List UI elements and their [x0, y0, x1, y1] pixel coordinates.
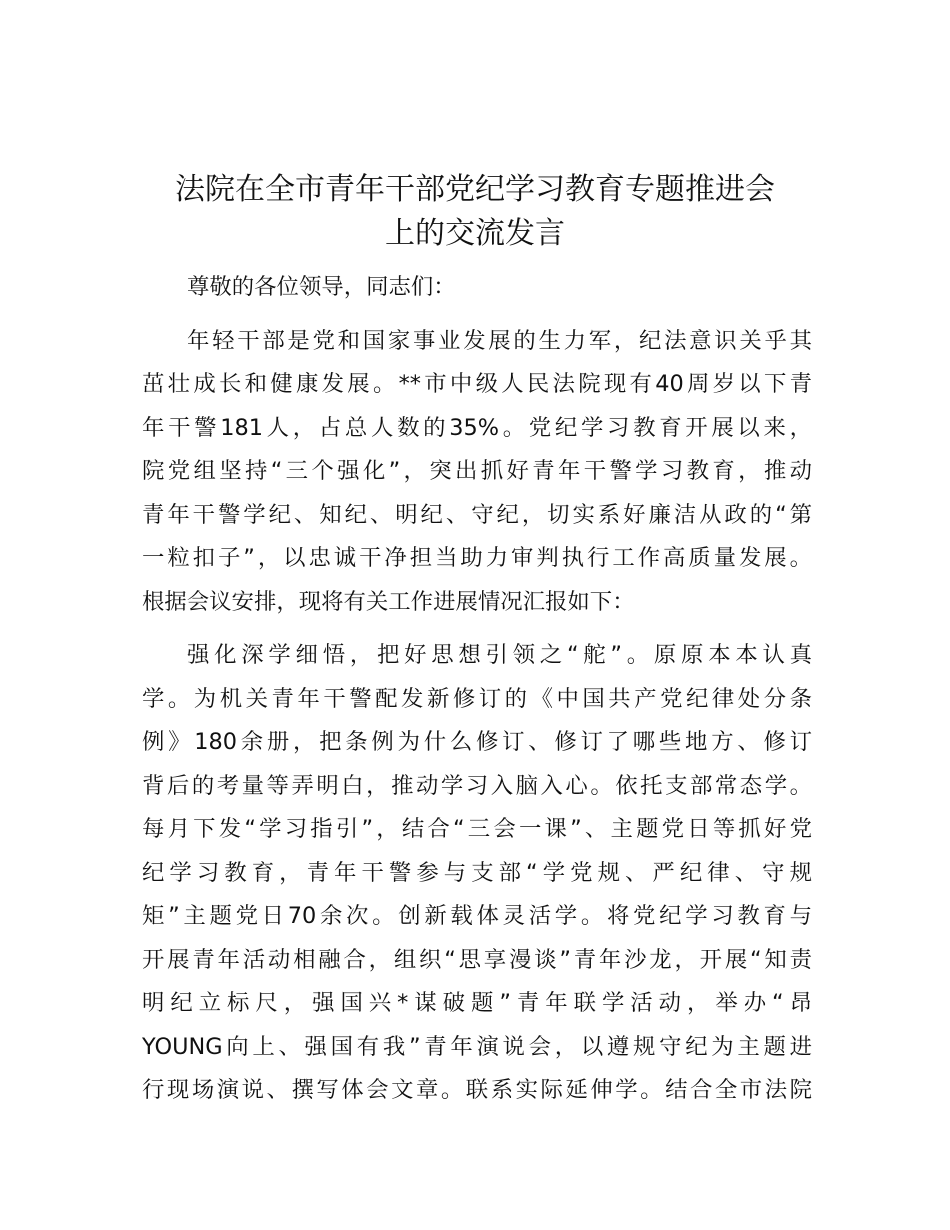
paragraph-line: 茁壮成长和健康发展。**市中级人民法院现有40周岁以下青	[142, 371, 812, 397]
paragraph-line: 背后的考量等弄明白，推动学习入脑入心。依托支部常态学。	[142, 772, 812, 799]
paragraph-line: 矩”主题党日70余次。创新载体灵活学。将党纪学习教育与	[142, 903, 812, 929]
paragraph-line: 尊敬的各位领导，同志们：	[187, 274, 456, 300]
paragraph-line: 院党组坚持“三个强化”，突出抓好青年干警学习教育，推动	[142, 458, 812, 484]
paragraph-line: 强化深学细悟，把好思想引领之“舵”。原原本本认真	[187, 642, 812, 668]
document-body	[142, 266, 812, 1113]
paragraph-line: 年干警181人，占总人数的35%。党纪学习教育开展以来，	[142, 414, 812, 441]
paragraph-line: 纪学习教育，青年干警参与支部“学党规、严纪律、守规	[142, 859, 812, 886]
salutation-paragraph	[142, 266, 812, 310]
paragraph-line: 例》180余册，把条例为什么修订、修订了哪些地方、修订	[142, 729, 812, 755]
paragraph-line: YOUNG向上、强国有我”青年演说会，以遵规守纪为主题进	[142, 1033, 812, 1060]
title-line: 法院在全市青年干部党纪学习教育专题推进会	[175, 172, 775, 207]
paragraph-line: 根据会议安排，现将有关工作进展情况汇报如下：	[142, 588, 635, 615]
document-title	[140, 168, 810, 256]
title-line: 上的交流发言	[385, 216, 565, 251]
paragraph-line: 年轻干部是党和国家事业发展的生力军，纪法意识关乎其	[187, 327, 812, 354]
paragraph-line: 一粒扣子”，以忠诚干净担当助力审判执行工作高质量发展。	[142, 545, 812, 571]
paragraph-line: 青年干警学纪、知纪、明纪、守纪，切实系好廉洁从政的“第	[142, 501, 812, 528]
section-paragraph	[142, 634, 812, 1113]
paragraph-line: 每月下发“学习指引”，结合“三会一课”、主题党日等抓好党	[142, 816, 812, 842]
paragraph-line: 学。为机关青年干警配发新修订的《中国共产党纪律处分条	[142, 685, 812, 712]
paragraph-line: 行现场演说、撰写体会文章。联系实际延伸学。结合全市法院	[142, 1077, 812, 1103]
paragraph-line: 明纪立标尺，强国兴*谋破题”青年联学活动，举办“昂	[142, 990, 812, 1016]
paragraph-line: 开展青年活动相融合，组织“思享漫谈”青年沙龙，开展“知责	[142, 946, 812, 973]
intro-paragraph	[142, 320, 812, 625]
